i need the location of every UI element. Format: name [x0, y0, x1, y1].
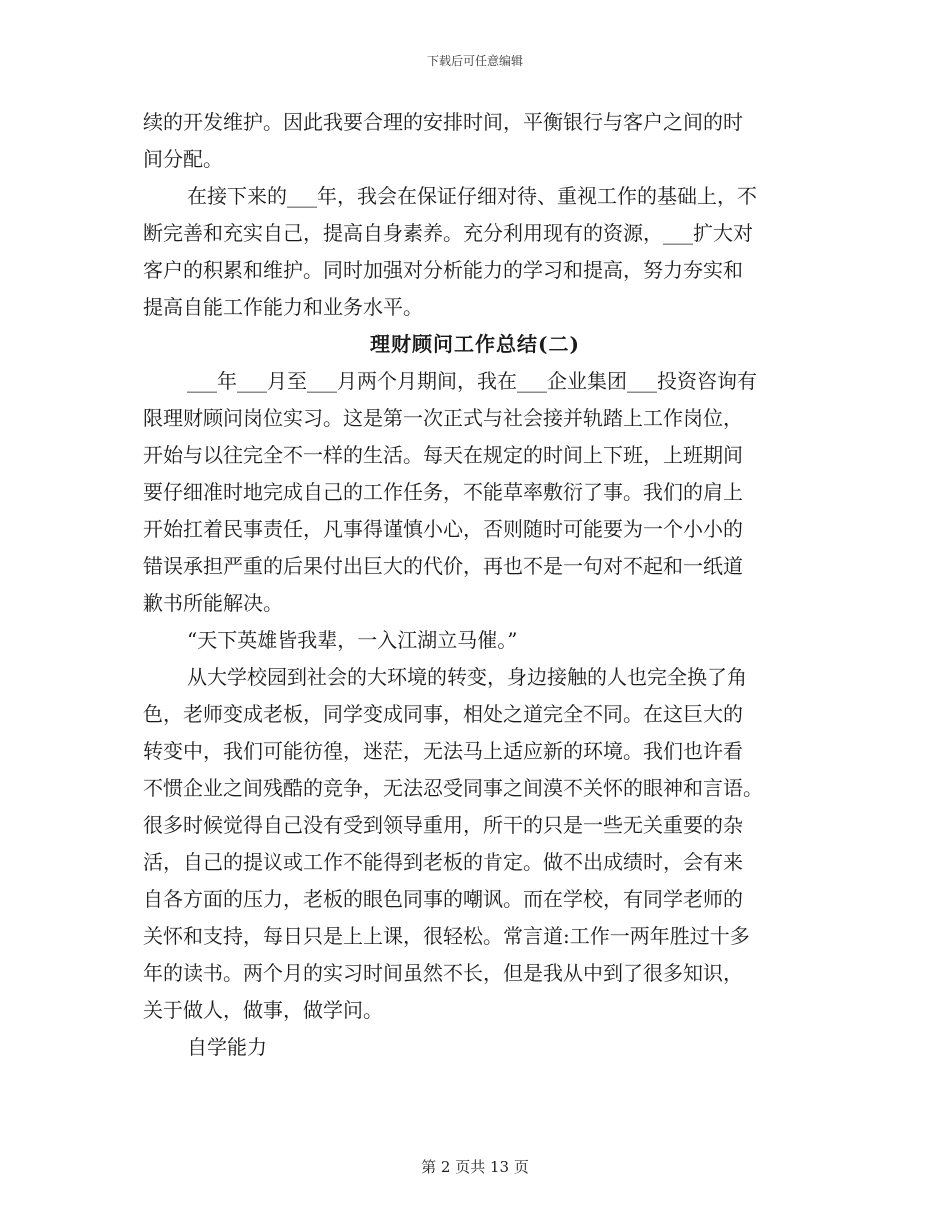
- body-line-18: 转变中，我们可能彷徨，迷茫，无法马上适应新的环境。我们也许看: [143, 739, 743, 763]
- body-line-6: 提高自能工作能力和业务水平。: [143, 295, 423, 319]
- quote-line: “天下英雄皆我辈，一入江湖立马催。”: [187, 628, 518, 652]
- body-line-23: 关怀和支持，每日只是上上课，很轻松。常言道:工作一两年胜过十多: [143, 924, 750, 948]
- page-number: 第 2 页共 13 页: [421, 1158, 529, 1176]
- subheading-self-learning: 自学能力: [187, 1035, 267, 1059]
- body-line-8: ___年___月至___月两个月期间，我在___企业集团___投资咨询有: [187, 369, 757, 393]
- body-line-9: 限理财顾问岗位实习。这是第一次正式与社会接并轨踏上工作岗位，: [143, 406, 743, 430]
- body-line-20: 很多时候觉得自己没有受到领导重用，所干的只是一些无关重要的杂: [143, 813, 743, 837]
- body-line-19: 不惯企业之间残酷的竞争，无法忍受同事之间漠不关怀的眼神和言语。: [143, 776, 763, 800]
- body-line-14: 歉书所能解决。: [143, 591, 283, 615]
- body-line-2: 间分配。: [143, 147, 223, 171]
- page-header-note: 下载后可任意编辑: [426, 54, 523, 68]
- body-line-3: 在接下来的___年，我会在保证仔细对待、重视工作的基础上，不: [187, 184, 757, 208]
- body-line-12: 开始扛着民事责任，凡事得谨慎小心，否则随时可能要为一个小小的: [143, 517, 743, 541]
- section-title: 理财顾问工作总结(二): [370, 332, 580, 356]
- body-line-13: 错误承担严重的后果付出巨大的代价，再也不是一句对不起和一纸道: [143, 554, 743, 578]
- body-line-10: 开始与以往完全不一样的生活。每天在规定的时间上下班，上班期间: [143, 443, 743, 467]
- body-line-1: 续的开发维护。因此我要合理的安排时间，平衡银行与客户之间的时: [143, 110, 743, 134]
- body-line-4: 断完善和充实自己，提高自身素养。充分利用现有的资源，___扩大对: [143, 221, 753, 245]
- body-line-5: 客户的积累和维护。同时加强对分析能力的学习和提高，努力夯实和: [143, 258, 743, 282]
- body-line-21: 活，自己的提议或工作不能得到老板的肯定。做不出成绩时，会有来: [143, 850, 743, 874]
- body-line-17: 色，老师变成老板，同学变成同事，相处之道完全不同。在这巨大的: [143, 702, 743, 726]
- body-line-16: 从大学校园到社会的大环境的转变，身边接触的人也完全换了角: [187, 665, 747, 689]
- document-body: [143, 104, 807, 1066]
- body-line-25: 关于做人，做事，做学问。: [143, 998, 383, 1022]
- body-line-22: 自各方面的压力，老板的眼色同事的嘲讽。而在学校，有同学老师的: [143, 887, 743, 911]
- body-line-11: 要仔细准时地完成自己的工作任务，不能草率敷衍了事。我们的肩上: [143, 480, 743, 504]
- body-line-24: 年的读书。两个月的实习时间虽然不长，但是我从中到了很多知识，: [143, 961, 743, 985]
